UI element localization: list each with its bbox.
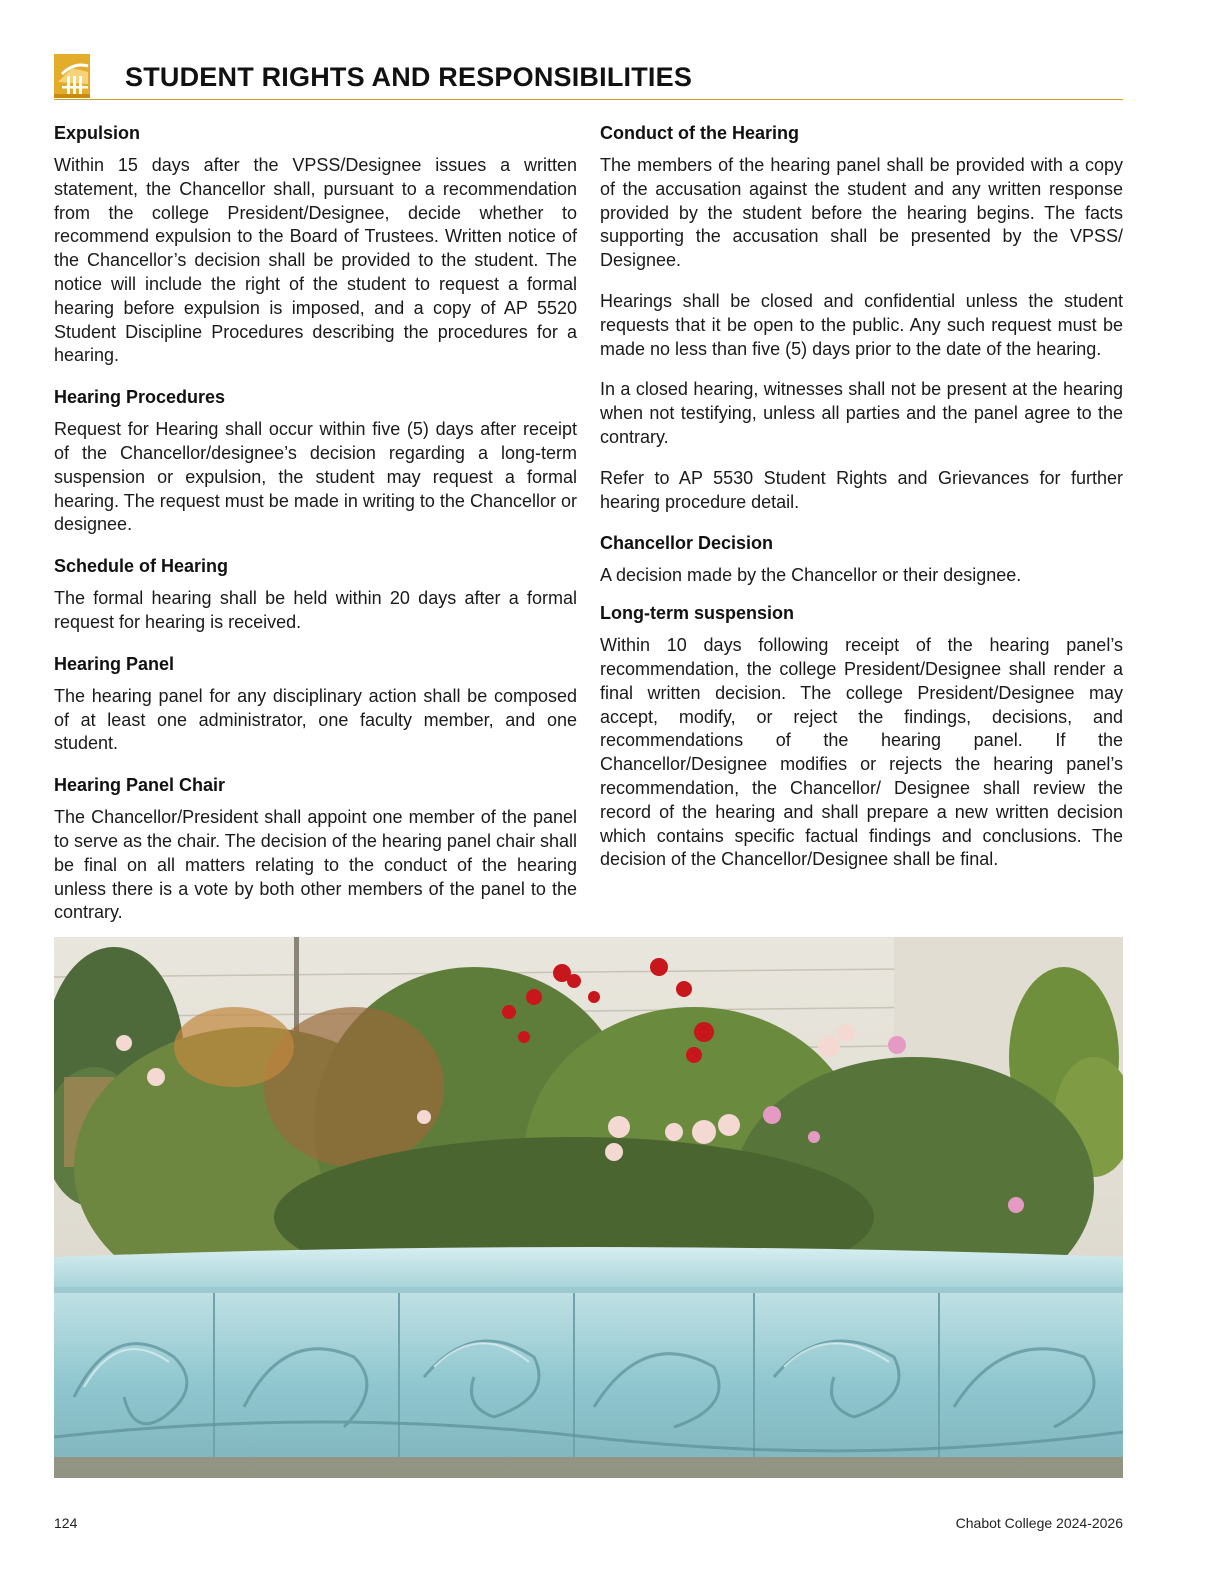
section-hearing-panel (54, 652, 577, 756)
section-long-term-suspension (600, 601, 1123, 872)
section-paragraph: Hearings shall be closed and confidential unless the student requests that it be open to the public. Any such request must be made no less than five (5) days prior to the date of the hearing. (600, 290, 1123, 359)
campus-building-icon (54, 54, 90, 98)
section-paragraph: Request for Hearing shall occur within five (5) days after receipt of the Chancellor/designee’s decision regarding a long-term suspension or expulsion, the student may request a formal hearing. The request must be made in writing to the Chancellor or designee. (54, 419, 577, 535)
section-paragraph: Within 15 days after the VPSS/Designee issues a written statement, the Chancellor shall, pursuant to a recommendation from the college President/Designee, decide whether to recommend expulsion to the Board of Trustees. Written notice of the Chancellor’s decision shall be provided to the student. The notice will include the right of the student to request a formal hearing before expulsion is imposed, and a copy of AP 5520 Student Discipline Procedures describing the procedures for a hearing. (54, 155, 577, 366)
section-heading: Hearing Panel Chair (54, 775, 226, 796)
section-schedule-of-hearing (54, 554, 577, 635)
section-paragraph: In a closed hearing, witnesses shall not be present at the hearing when not testifying, unless all parties and the panel agree to the contrary. (600, 379, 1123, 447)
section-heading: Long-term suspension (600, 603, 795, 624)
section-paragraph: The Chancellor/President shall appoint one member of the panel to serve as the chair. The decision of the hearing panel chair shall be final on all matters relating to the conduct of the hearing unless there is a vote by both other members of the panel to the contrary. (54, 807, 577, 923)
section-paragraph: A decision made by the Chancellor or their designee. (600, 565, 1022, 586)
section-conduct-of-hearing (600, 121, 1123, 514)
section-heading: Chancellor Decision (600, 533, 774, 554)
right-column (600, 121, 1123, 889)
section-hearing-panel-chair (54, 773, 577, 925)
section-heading: Hearing Panel (54, 653, 175, 674)
publication-name: Chabot College 2024-2026 (955, 1515, 1123, 1531)
section-hearing-procedures (54, 385, 577, 537)
section-paragraph: Within 10 days following receipt of the hearing panel’s recommendation, the college President/Designee shall render a final written decision. The college President/Designee may accept, modify, or reject the findings, decisions, and recommendations of the hearing panel. If the Chancellor/Designee modifies or rejects the hearing panel’s recommendation, the Chancellor/ Designee shall review the record of the hearing and shall prepare a new written decision which contains specific factual findings and conclusions. The decision of the Chancellor/Designee shall be final. (600, 635, 1123, 870)
page-header (54, 52, 1123, 100)
section-heading: Hearing Procedures (54, 387, 226, 408)
section-paragraph: The hearing panel for any disciplinary action shall be composed of at least one administrator, one faculty member, and one student. (54, 685, 577, 754)
page-title: STUDENT RIGHTS AND RESPONSIBILITIES (125, 62, 693, 92)
rose-garden-photo (54, 937, 1123, 1478)
section-expulsion (54, 121, 577, 368)
page-number: 124 (54, 1515, 78, 1531)
section-heading: Expulsion (54, 123, 141, 143)
section-heading: Schedule of Hearing (54, 556, 229, 577)
left-column (54, 121, 577, 942)
section-paragraph: Refer to AP 5530 Student Rights and Grievances for further hearing procedure detail. (600, 467, 1123, 512)
section-heading: Conduct of the Hearing (600, 123, 799, 143)
section-paragraph: The formal hearing shall be held within 20 days after a formal request for hearing is received. (54, 588, 577, 632)
section-paragraph: The members of the hearing panel shall be provided with a copy of the accusation against the student and any written response provided by the student before the hearing begins. The facts supporting the accusation shall be presented by the VPSS/ Designee. (600, 155, 1123, 271)
section-chancellor-decision (600, 531, 1123, 588)
